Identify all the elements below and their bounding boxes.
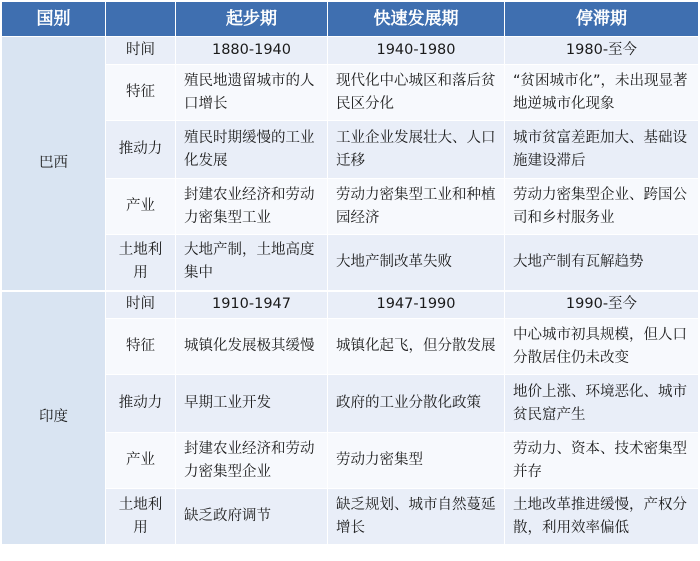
value-cell: 城镇化起飞，但分散发展: [328, 319, 505, 375]
value-cell: 缺乏政府调节: [176, 489, 328, 545]
value-cell: 劳动力密集型工业和种植园经济: [328, 179, 505, 235]
header-aspect: [106, 2, 176, 37]
value-cell: 早期工业开发: [176, 375, 328, 433]
value-cell: 地价上涨、环境恶化、城市贫民窟产生: [505, 375, 699, 433]
aspect-cell: 特征: [106, 65, 176, 121]
table-row: [2, 319, 699, 375]
country-cell-brazil: 巴西: [2, 37, 106, 291]
header-country: 国别: [2, 2, 106, 37]
header-row: [2, 2, 699, 37]
value-cell: 劳动力、资本、技术密集型并存: [505, 433, 699, 489]
header-stage-start: 起步期: [176, 2, 328, 37]
table-row: [2, 65, 699, 121]
header-stage-stagnation: 停滞期: [505, 2, 699, 37]
table-row: [2, 433, 699, 489]
comparison-table: [1, 1, 699, 545]
aspect-cell: 推动力: [106, 121, 176, 179]
value-cell: 封建农业经济和劳动力密集型企业: [176, 433, 328, 489]
aspect-cell: 土地利用: [106, 235, 176, 291]
value-cell: 大地产制改革失败: [328, 235, 505, 291]
header-stage-rapid: 快速发展期: [328, 2, 505, 37]
value-cell: 城市贫富差距加大、基础设施建设滞后: [505, 121, 699, 179]
value-cell: 1880-1940: [176, 37, 328, 65]
value-cell: 劳动力密集型企业、跨国公司和乡村服务业: [505, 179, 699, 235]
aspect-cell: 推动力: [106, 375, 176, 433]
table-row: [2, 121, 699, 179]
aspect-cell: 产业: [106, 179, 176, 235]
value-cell: 城镇化发展极其缓慢: [176, 319, 328, 375]
value-cell: 大地产制，土地高度集中: [176, 235, 328, 291]
value-cell: 土地改革推进缓慢，产权分散，利用效率偏低: [505, 489, 699, 545]
value-cell: 1910-1947: [176, 291, 328, 319]
aspect-cell: 产业: [106, 433, 176, 489]
value-cell: 工业企业发展壮大、人口迁移: [328, 121, 505, 179]
value-cell: “贫困城市化”，未出现显著地逆城市化现象: [505, 65, 699, 121]
country-cell-india: 印度: [2, 291, 106, 545]
aspect-cell: 土地利用: [106, 489, 176, 545]
aspect-cell: 时间: [106, 291, 176, 319]
value-cell: 中心城市初具规模，但人口分散居住仍未改变: [505, 319, 699, 375]
value-cell: 殖民时期缓慢的工业化发展: [176, 121, 328, 179]
value-cell: 劳动力密集型: [328, 433, 505, 489]
value-cell: 封建农业经济和劳动力密集型工业: [176, 179, 328, 235]
aspect-cell: 特征: [106, 319, 176, 375]
value-cell: 1980-至今: [505, 37, 699, 65]
table-row: [2, 489, 699, 545]
value-cell: 缺乏规划、城市自然蔓延增长: [328, 489, 505, 545]
table-row: [2, 291, 699, 319]
value-cell: 1940-1980: [328, 37, 505, 65]
value-cell: 殖民地遗留城市的人口增长: [176, 65, 328, 121]
value-cell: 1947-1990: [328, 291, 505, 319]
value-cell: 政府的工业分散化政策: [328, 375, 505, 433]
table-row: [2, 375, 699, 433]
table-row: [2, 179, 699, 235]
value-cell: 1990-至今: [505, 291, 699, 319]
table-row: [2, 37, 699, 65]
value-cell: 大地产制有瓦解趋势: [505, 235, 699, 291]
value-cell: 现代化中心城区和落后贫民区分化: [328, 65, 505, 121]
table-row: [2, 235, 699, 291]
aspect-cell: 时间: [106, 37, 176, 65]
